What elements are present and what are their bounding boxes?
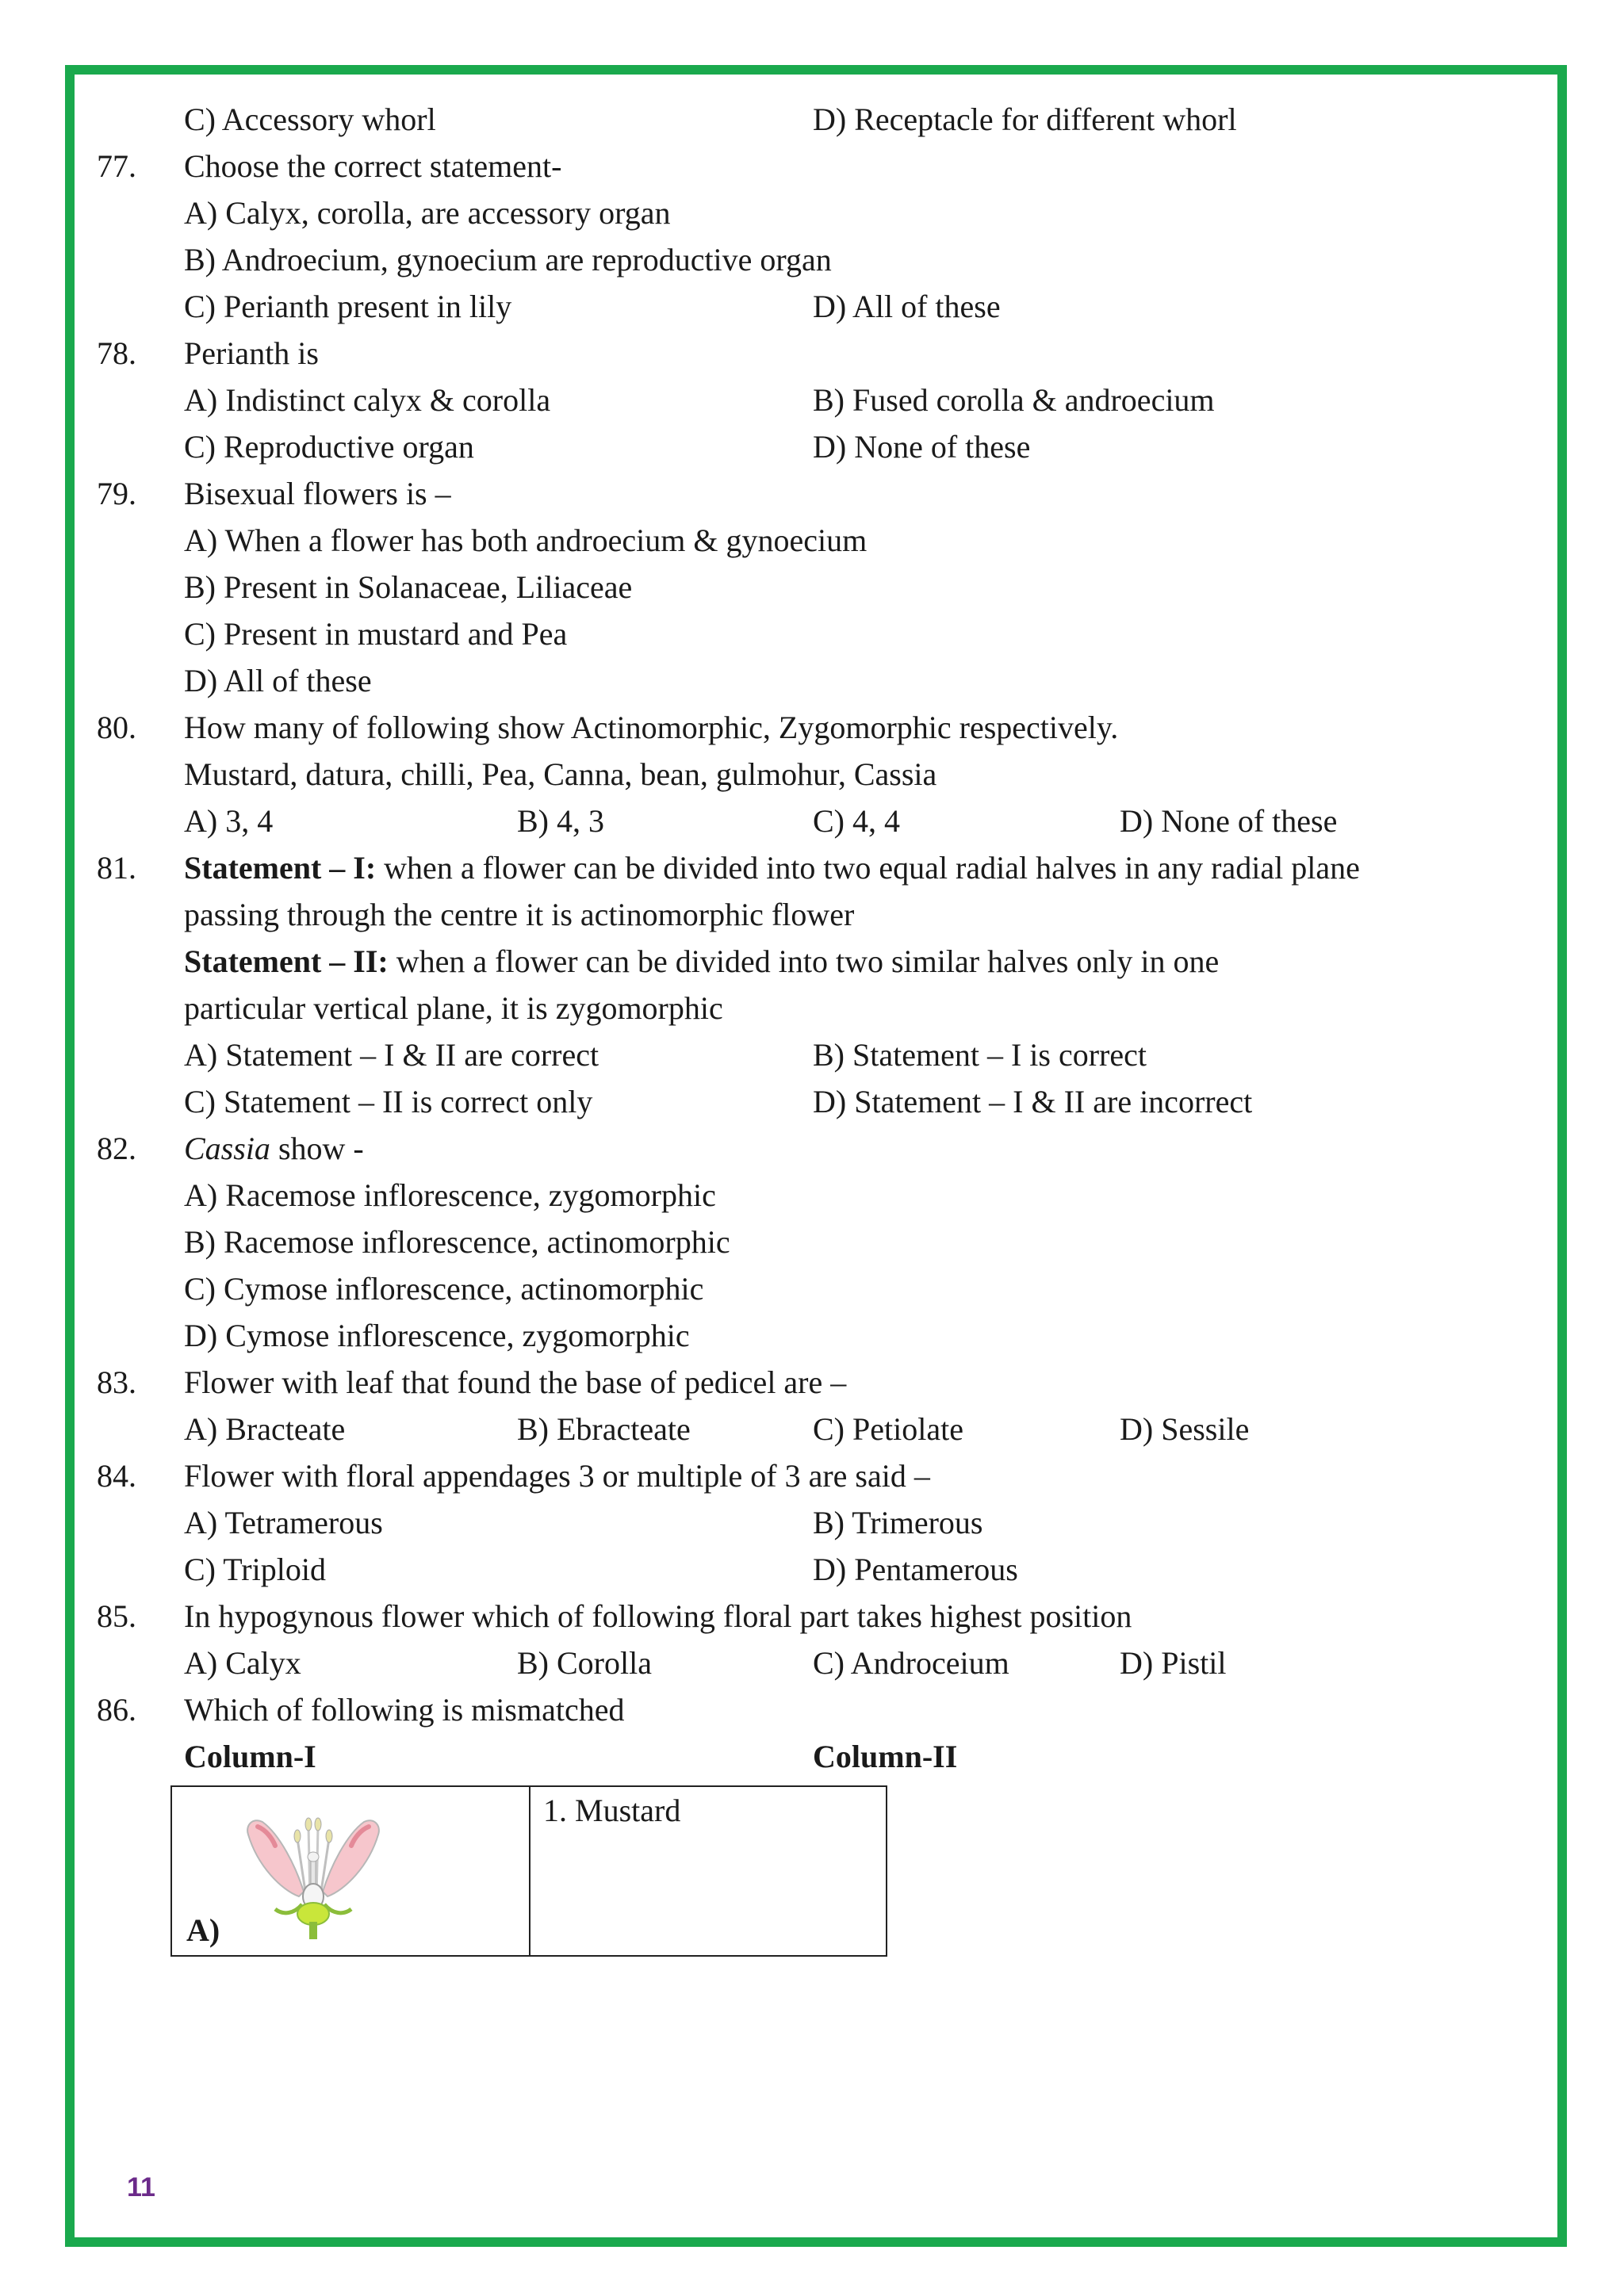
q83-option-d: D) Sessile <box>1120 1411 1250 1447</box>
q76-option-d: D) Receptacle for different whorl <box>813 101 1237 137</box>
q77-option-c: C) Perianth present in lily <box>184 289 512 324</box>
q77-number: 77. <box>97 148 136 184</box>
q82-option-a: A) Racemose inflorescence, zygomorphic <box>184 1177 716 1213</box>
q79-option-a: A) When a flower has both androecium & gynoecium <box>184 522 868 558</box>
q82-option-c: C) Cymose inflorescence, actinomorphic <box>184 1271 704 1307</box>
q83-number: 83. <box>97 1364 136 1400</box>
q81-option-d: D) Statement – I & II are incorrect <box>813 1084 1253 1119</box>
q84-option-d: D) Pentamerous <box>813 1552 1018 1587</box>
q78-option-b: B) Fused corolla & androecium <box>813 382 1215 418</box>
q81-statement-1-text: when a flower can be divided into two equal radial halves in any radial plane <box>376 850 1360 886</box>
q85-option-c: C) Androceium <box>813 1645 1009 1681</box>
q80-list: Mustard, datura, chilli, Pea, Canna, bean, gulmohur, Cassia <box>184 756 937 792</box>
q81-statement-2 <box>184 938 1219 985</box>
q77-stem: Choose the correct statement- <box>184 148 562 184</box>
q80-option-d: D) None of these <box>1120 803 1338 839</box>
q85-option-a: A) Calyx <box>184 1645 301 1681</box>
row-value: 1. Mustard <box>543 1793 681 1828</box>
q77-option-a: A) Calyx, corolla, are accessory organ <box>184 195 671 231</box>
q85-option-d: D) Pistil <box>1120 1645 1227 1681</box>
q78-number: 78. <box>97 335 136 371</box>
q80-option-b: B) 4, 3 <box>517 803 604 839</box>
match-table <box>170 1785 887 1957</box>
q81-option-b: B) Statement – I is correct <box>813 1037 1147 1073</box>
column-2-header: Column-II <box>813 1739 958 1774</box>
q82-stem-italic: Cassia <box>184 1131 270 1166</box>
q86-stem: Which of following is mismatched <box>184 1692 625 1728</box>
q81-statement-1 <box>184 844 1360 891</box>
q78-stem: Perianth is <box>184 335 319 371</box>
q83-option-b: B) Ebracteate <box>517 1411 691 1447</box>
q83-stem: Flower with leaf that found the base of pedicel are – <box>184 1364 847 1400</box>
q79-option-b: B) Present in Solanaceae, Liliaceae <box>184 569 633 605</box>
q82-option-d: D) Cymose inflorescence, zygomorphic <box>184 1318 690 1353</box>
q78-option-a: A) Indistinct calyx & corolla <box>184 382 551 418</box>
q81-statement-1-cont: passing through the centre it is actinomorphic flower <box>184 897 855 932</box>
q79-number: 79. <box>97 476 136 511</box>
q85-stem: In hypogynous flower which of following floral part takes highest position <box>184 1598 1132 1634</box>
q77-option-b: B) Androecium, gynoecium are reproductive organ <box>184 242 832 277</box>
q81-option-c: C) Statement – II is correct only <box>184 1084 593 1119</box>
column-1-header: Column-I <box>184 1739 316 1774</box>
flower-section-image <box>234 1803 393 1942</box>
q84-number: 84. <box>97 1458 136 1494</box>
q84-stem: Flower with floral appendages 3 or multiple of 3 are said – <box>184 1458 930 1494</box>
q86-number: 86. <box>97 1692 136 1728</box>
page-number: 11 <box>127 2172 155 2202</box>
q76-option-c: C) Accessory whorl <box>184 101 436 137</box>
q78-option-d: D) None of these <box>813 429 1031 465</box>
q84-option-a: A) Tetramerous <box>184 1505 383 1540</box>
q80-stem: How many of following show Actinomorphic, Zygomorphic respectively. <box>184 710 1119 745</box>
q84-option-b: B) Trimerous <box>813 1505 983 1540</box>
q83-option-c: C) Petiolate <box>813 1411 963 1447</box>
table-divider <box>529 1787 530 1955</box>
q81-option-a: A) Statement – I & II are correct <box>184 1037 599 1073</box>
q85-option-b: B) Corolla <box>517 1645 652 1681</box>
q77-option-d: D) All of these <box>813 289 1001 324</box>
q81-statement-2-text: when a flower can be divided into two similar halves only in one <box>388 943 1220 979</box>
q79-option-d: D) All of these <box>184 663 372 698</box>
q78-option-c: C) Reproductive organ <box>184 429 474 465</box>
q81-number: 81. <box>97 850 136 886</box>
q80-option-a: A) 3, 4 <box>184 803 274 839</box>
q81-statement-1-label: Statement – I: <box>184 850 377 886</box>
q82-number: 82. <box>97 1131 136 1166</box>
q82-stem <box>184 1125 364 1172</box>
q82-option-b: B) Racemose inflorescence, actinomorphic <box>184 1224 730 1260</box>
q85-number: 85. <box>97 1598 136 1634</box>
q79-stem: Bisexual flowers is – <box>184 476 451 511</box>
q81-statement-2-label: Statement – II: <box>184 943 389 979</box>
q79-option-c: C) Present in mustard and Pea <box>184 616 568 652</box>
q82-stem-rest: show - <box>270 1131 364 1166</box>
q80-number: 80. <box>97 710 136 745</box>
q81-statement-2-cont: particular vertical plane, it is zygomorphic <box>184 990 723 1026</box>
q80-option-c: C) 4, 4 <box>813 803 900 839</box>
row-label: A) <box>186 1912 220 1948</box>
q83-option-a: A) Bracteate <box>184 1411 346 1447</box>
q84-option-c: C) Triploid <box>184 1552 326 1587</box>
